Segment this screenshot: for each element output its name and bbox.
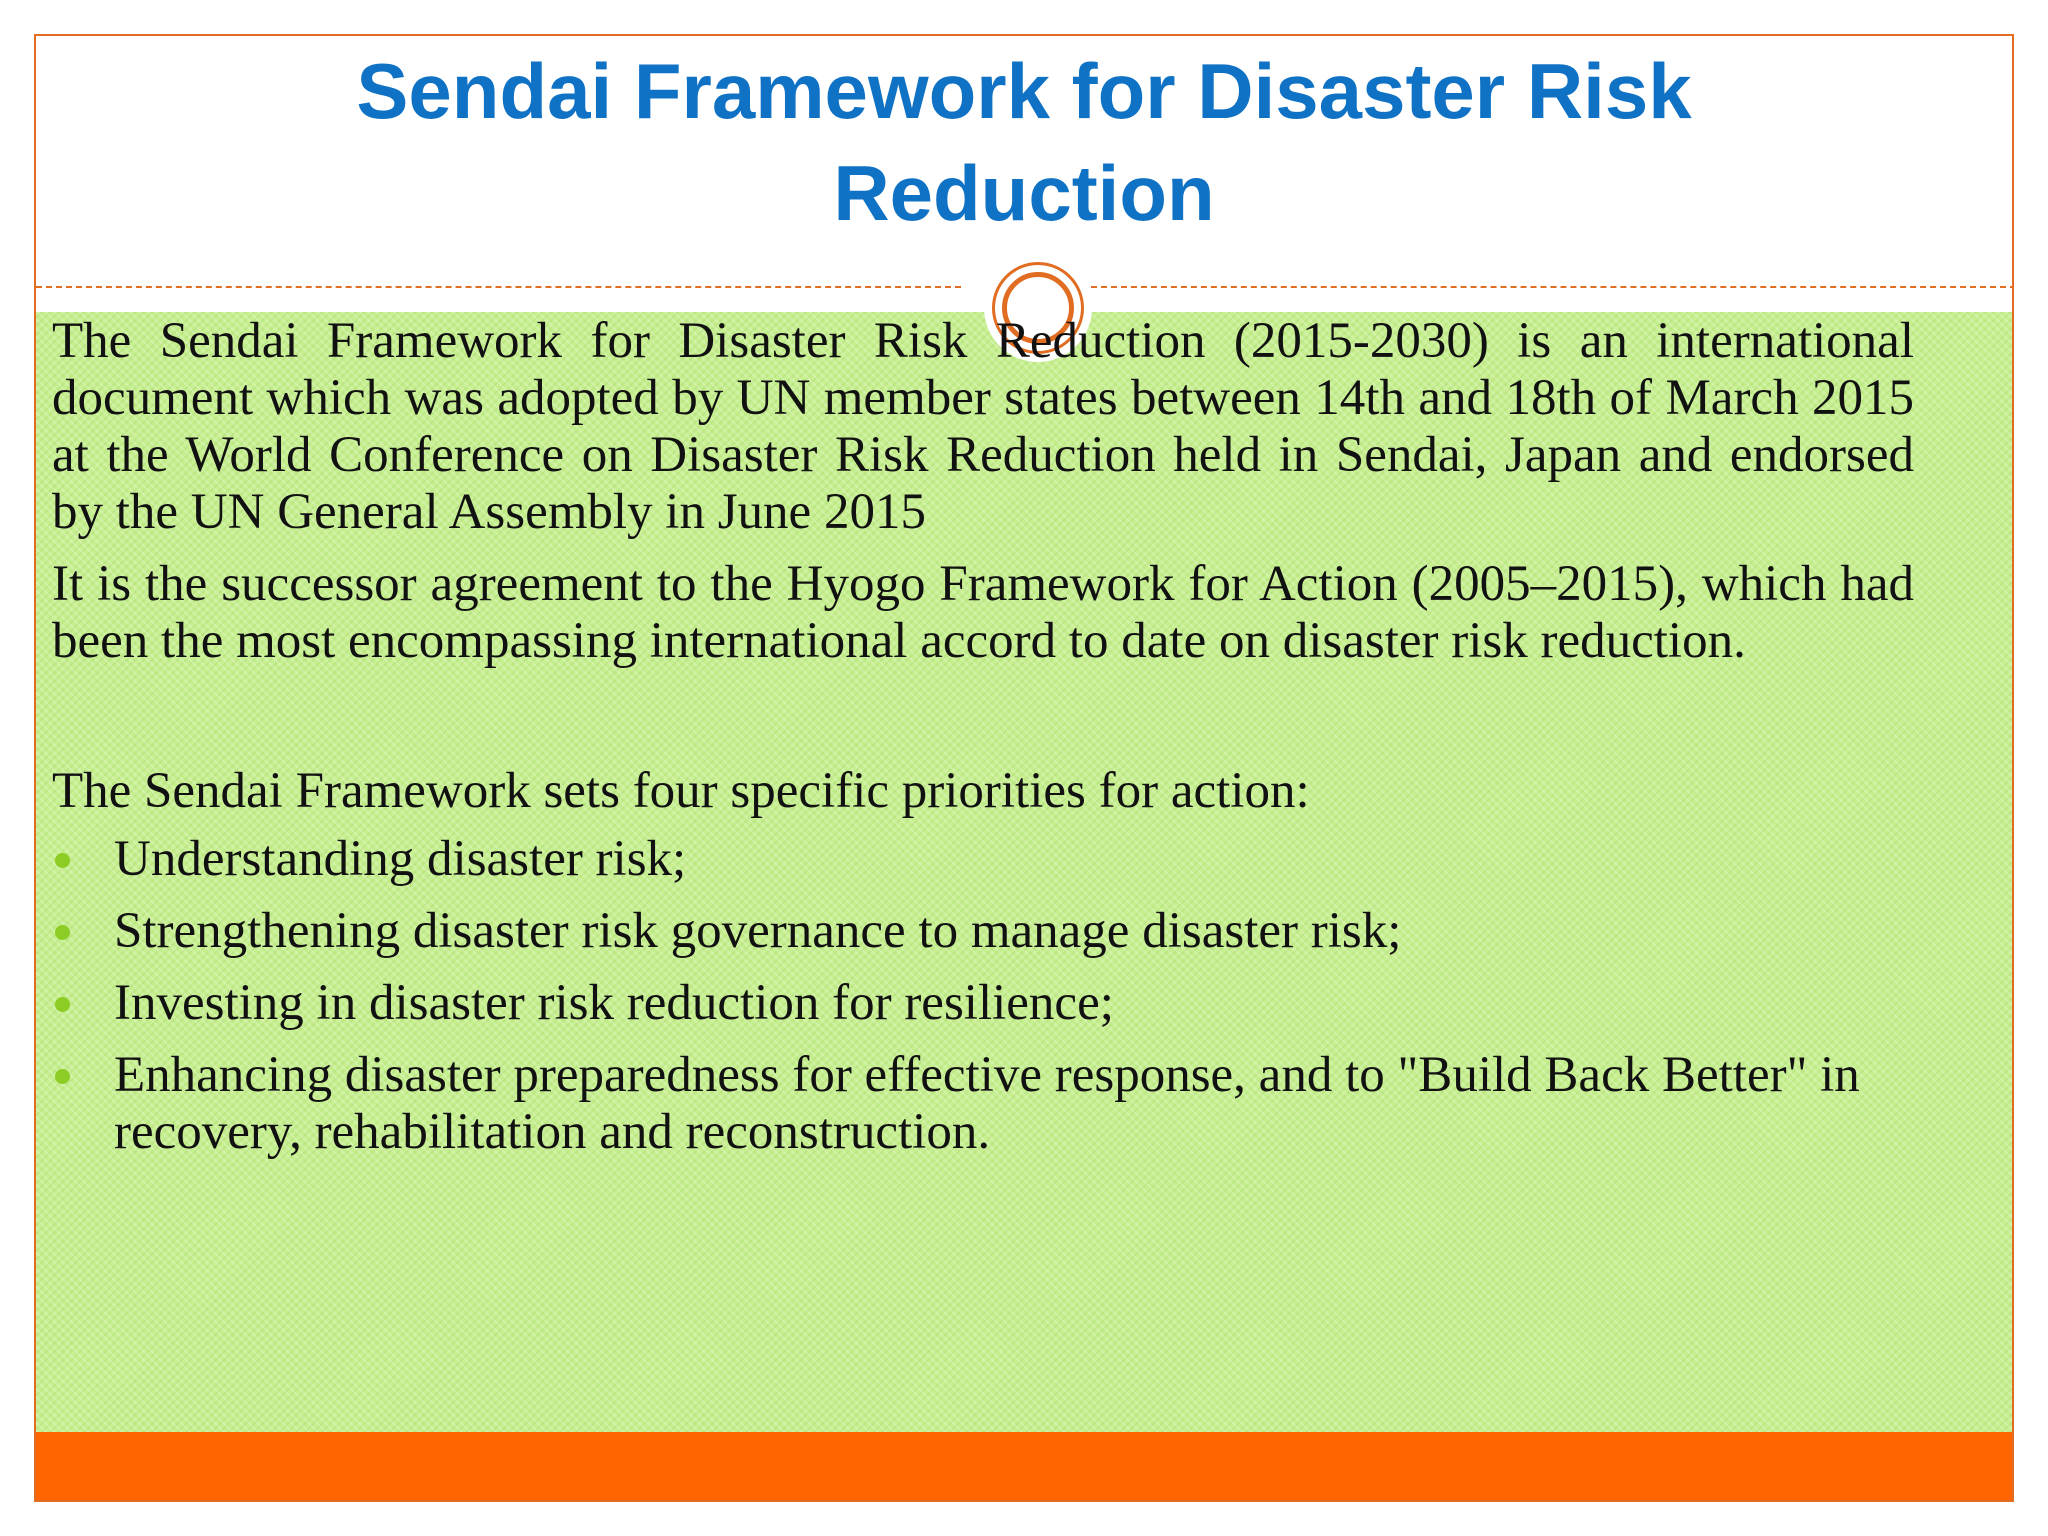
slide-title-line-1: Sendai Framework for Disaster Risk	[356, 47, 1692, 135]
bullet-dot-icon	[55, 853, 70, 868]
list-item	[52, 975, 1914, 1032]
priorities-list	[52, 831, 1914, 1161]
list-item	[52, 831, 1914, 888]
list-item	[52, 1047, 1914, 1161]
slide-title-line-2: Reduction	[833, 149, 1215, 237]
bullet-dot-icon	[55, 925, 70, 940]
priority-text: Enhancing disaster preparedness for effective response, and to "Build Back Better" in recovery, rehabilitation and reconstruction.	[114, 1047, 1860, 1160]
footer-bar	[36, 1432, 2012, 1502]
priority-text: Strengthening disaster risk governance to manage disaster risk;	[114, 903, 1402, 959]
bullet-dot-icon	[55, 1069, 70, 1084]
list-item	[52, 903, 1914, 960]
divider-left	[36, 286, 961, 288]
priority-text: Understanding disaster risk;	[114, 831, 687, 887]
priority-text: Investing in disaster risk reduction for resilience;	[114, 975, 1114, 1031]
paragraph-intro: The Sendai Framework for Disaster Risk Reduction (2015-2030) is an international document which was adopted by UN member states between 14th and 18th of March 2015 at the World Conference on Disaster Risk Reduction held in Sendai, Japan and endorsed by the UN General Assembly in June 2015	[52, 313, 1914, 540]
bullet-dot-icon	[55, 997, 70, 1012]
slide-title	[36, 40, 2012, 244]
paragraph-successor: It is the successor agreement to the Hyogo Framework for Action (2005–2015), which had been the most encompassing international accord to date on disaster risk reduction.	[52, 556, 1914, 669]
divider-right	[1091, 286, 2014, 288]
body-text	[52, 313, 1914, 1176]
priorities-lead: The Sendai Framework sets four specific priorities for action:	[52, 763, 1310, 819]
